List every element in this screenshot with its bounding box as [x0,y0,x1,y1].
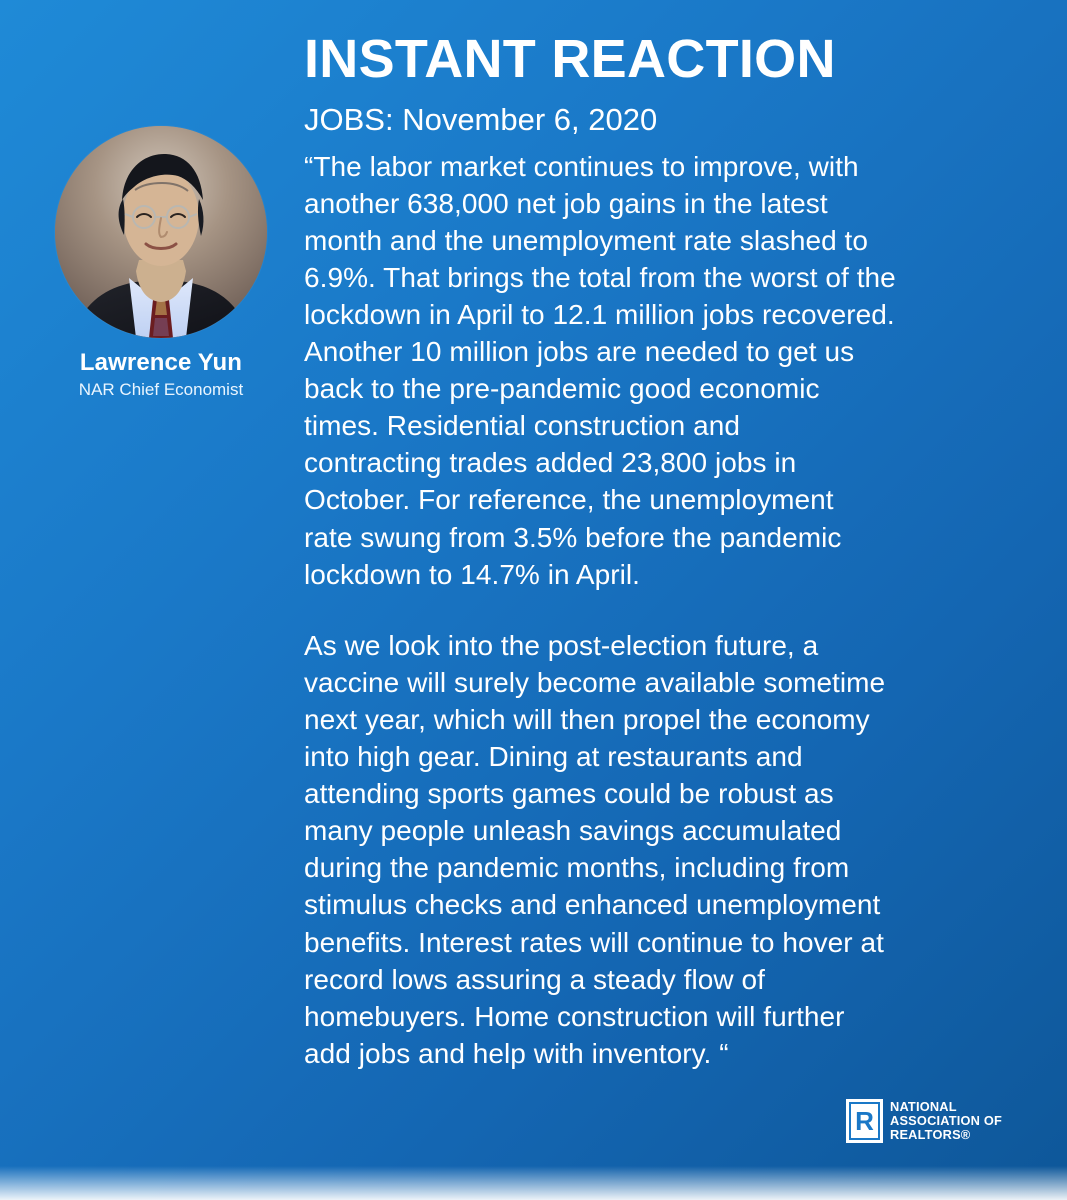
realtor-logo-icon [846,1099,883,1143]
logo-mark-text: R [855,1106,874,1136]
speaker-portrait [55,126,267,338]
quote-paragraph-1: “The labor market continues to improve, with another 638,000 net job gains in the latest month and the unemployment rate slashed to 6.9%. That brings the total from the worst of the lockdown in April to 12.1 million jobs recovered. Another 10 million jobs are needed to get us back to the pre-pandemic good economic times. Residential construction and contracting trades added 23,800 jobs in October. For reference, the unemployment rate swung from 3.5% before the pandemic lockdown to 14.7% in April. [304,150,896,590]
speaker-column [30,126,292,401]
portrait-icon [55,126,267,338]
logo-line-1: NATIONAL [890,1099,957,1114]
realtor-logo [846,1096,1036,1146]
speaker-title: NAR Chief Economist [78,380,244,400]
quote-paragraph-2: As we look into the post-election future, a vaccine will surely become available sometime next year, which will then propel the economy into high gear. Dining at restaurants and attending sports games could be robust as many people unleash savings accumulated during the pandemic months, including from stimulus checks and enhanced unemployment benefits. Interest rates will continue to hover at record lows assuring a steady flow of homebuyers. Home construction will further add jobs and help with inventory. “ [304,629,886,1069]
subheadline: JOBS: November 6, 2020 [304,102,658,137]
statement-content [304,29,1048,1072]
logo-line-2: ASSOCIATION OF [890,1113,1003,1128]
speaker-name: Lawrence Yun [79,349,243,376]
headline: INSTANT REACTION [304,29,836,89]
logo-line-3: REALTORS® [890,1127,971,1142]
realtor-logo-text [890,1100,1002,1142]
